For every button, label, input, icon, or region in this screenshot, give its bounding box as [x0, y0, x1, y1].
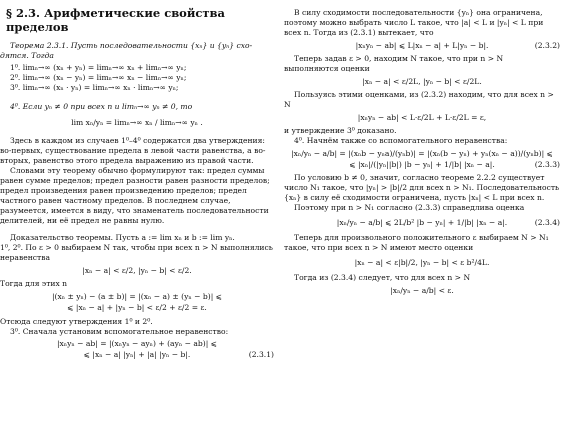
paragraph-using-estimates: Пользуясь этими оценками, из (2.3.2) находим, что для всех n > N	[284, 90, 554, 109]
text-proved-3: и утверждение 3⁰ доказано.	[284, 126, 397, 135]
inequality-final-estimates: |xₙ − a| < ε|b|/2, |yₙ − b| < ε b²/4L.	[354, 258, 490, 267]
paragraph-conclusion: Тогда из (2.3.4) следует, что для всех n > N	[294, 273, 471, 282]
theorem-item-2: 2⁰. limₙ→∞ (xₙ − yₙ) = limₙ→∞ xₙ − limₙ→∞ yₙ;	[10, 73, 187, 82]
quotient-inequality-a: |xₙ/yₙ − a/b| = |(xₙb − yₙa)/(yₙb)| = |(xₙ(b − yₙ) + yₙ(xₙ − a))/(yₙb)| ⩽	[291, 149, 553, 158]
proof-step-1-2: 1⁰, 2⁰. По ε > 0 выбираем N так, чтобы при всех n > N выполнялись неравенства	[0, 243, 273, 262]
equation-2-3-4	[284, 218, 560, 228]
paragraph-therefore: Поэтому при n > N₁ согласно (2.3.3) справедлива оценка	[294, 203, 525, 212]
right-column	[284, 0, 560, 435]
equation-number: (2.3.4)	[534, 218, 560, 227]
equation-number: (2.3.1)	[248, 350, 274, 359]
quotient-inequality-b: ⩽ |xₙ|/(|yₙ||b|) |b − yₙ| + 1/|b| |xₙ − a|.	[349, 160, 495, 169]
theorem-item-4: 4⁰. Если yₙ ≠ 0 при всех n и limₙ→∞ yₙ ≠ 0, то	[10, 102, 193, 111]
section-heading: § 2.3. Арифметические свойства пределов	[6, 6, 225, 34]
inequality-sum-a: |(xₙ ± yₙ) − (a ± b)| = |(xₙ − a) ± (yₙ − b)| ⩽	[51, 292, 223, 301]
inequality-eps-2L: |xₙ − a| < ε/2L, |yₙ − b| < ε/2L.	[362, 77, 482, 86]
inequality-product-eps: |xₙyₙ − ab| < L·ε/2L + L·ε/2L = ε,	[357, 113, 487, 122]
paragraph-statements: Здесь в каждом из случаев 1⁰–4⁰ содержатся два утверждения: во-первых, существование предела в левой части равенства, а во-вторых, равенство этого предела выражению из правой части.	[0, 136, 266, 165]
text-then: Тогда для этих n	[0, 279, 68, 288]
equation-number: (2.3.3)	[534, 160, 560, 169]
equation-2-3-2	[284, 41, 560, 51]
text-follows: Отсюда следуют утверждения 1⁰ и 2⁰.	[0, 317, 153, 326]
inequality-final: |xₙ/yₙ − a/b| < ε.	[390, 286, 454, 295]
proof-step-4: 4⁰. Начнём также со вспомогательного неравенства:	[294, 136, 508, 145]
equation-2-3-3	[284, 160, 560, 170]
equation-number: (2.3.2)	[534, 41, 560, 50]
inequality-product-b: ⩽ |xₙ − a| |yₙ| + |a| |yₙ − b|.	[83, 350, 191, 359]
limit-quotient-formula: lim xₙ/yₙ = limₙ→∞ xₙ / limₙ→∞ yₙ .	[71, 118, 203, 127]
paragraph-boundedness: В силу сходимости последовательности {yₙ} она ограничена, поэтому можно выбрать число L такое, что |a| < L и |yₙ| < L при всех n. Тогда из (2.3.1) вытекает, что	[284, 8, 544, 37]
inequality-sum-b: ⩽ |xₙ − a| + |yₙ − b| < ε/2 + ε/2 = ε.	[67, 303, 207, 312]
theorem-statement: Теорема 2.3.1. Пусть последовательности {xₙ} и {yₙ} схо-дятся. Тогда	[0, 41, 253, 60]
proof-start: Доказательство теоремы. Пусть a := lim xₙ и b := lim yₙ.	[10, 233, 235, 242]
paragraph-condition-b: По условию b ≠ 0, значит, согласно теореме 2.2.2 существует число N₁ такое, что |yₙ| > |b|/2 для всех n > N₁. Последовательность {xₙ} в силу её сходимости ограничена, пусть |xₙ| < L при всех n.	[284, 173, 560, 202]
left-column	[0, 0, 274, 435]
inequality-half-eps: |xₙ − a| < ε/2, |yₙ − b| < ε/2.	[82, 266, 192, 275]
quotient-estimate: |xₙ/yₙ − a/b| ⩽ 2L/b² |b − yₙ| + 1/|b| |xₙ − a|.	[336, 218, 508, 227]
theorem-item-1: 1⁰. limₙ→∞ (xₙ + yₙ) = limₙ→∞ xₙ + limₙ→∞ yₙ;	[10, 63, 187, 72]
paragraph-words: Словами эту теорему обычно формулируют так: предел суммы равен сумме пределов; предел разности равен разности пределов; предел произведения равен произведению пределов; предел частного равен частному пределов. В последнем случае, разумеется, имеется в виду, что знаменатель последовательности делителей, ни её предел не равны нулю.	[0, 166, 270, 225]
proof-step-3: 3⁰. Сначала установим вспомогательное неравенство:	[10, 327, 229, 336]
theorem-item-3: 3⁰. limₙ→∞ (xₙ · yₙ) = limₙ→∞ xₙ · limₙ→∞ yₙ;	[10, 83, 179, 92]
paragraph-choose-eps: Теперь задав ε > 0, находим N такое, что при n > N выполняются оценки	[284, 54, 504, 73]
inequality-product-a: |xₙyₙ − ab| = |(xₙyₙ − ayₙ) + (ayₙ − ab)| ⩽	[56, 339, 218, 348]
paragraph-positive-eps: Теперь для произвольного положительного ε выбираем N > N₁ такое, что при всех n > N имеют место оценки	[284, 233, 549, 252]
equation-2-3-1	[0, 350, 274, 360]
inequality-L-bound: |xₙyₙ − ab| ⩽ L|xₙ − a| + L|yₙ − b|.	[355, 41, 489, 50]
